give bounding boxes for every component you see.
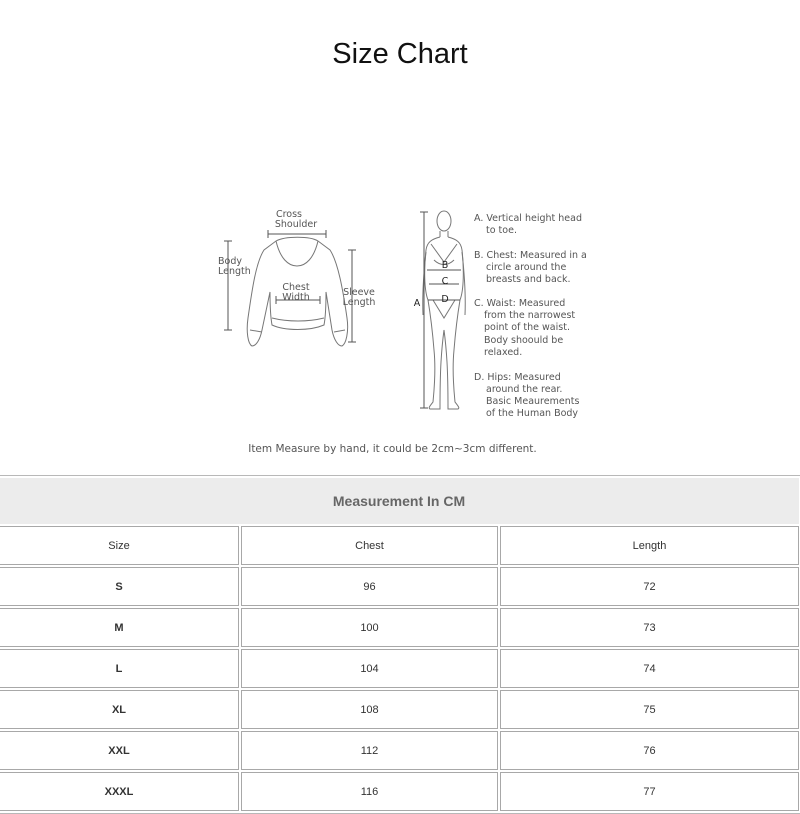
table-row	[0, 567, 799, 606]
length-cell: 73	[500, 608, 799, 647]
size-cell: S	[0, 567, 239, 606]
size-cell: XXXL	[0, 772, 239, 811]
marker-a: A	[413, 298, 421, 309]
marker-d: D	[441, 294, 449, 305]
sleeve-length-label-2: Length	[342, 297, 376, 308]
body-length-label-2: Length	[218, 266, 251, 277]
size-cell: M	[0, 608, 239, 647]
table-row	[0, 690, 799, 729]
instruction-a-line-1: A. Vertical height head	[474, 213, 582, 224]
size-cell: XL	[0, 690, 239, 729]
table-row	[0, 731, 799, 770]
header-size: Size	[0, 526, 239, 565]
size-cell: L	[0, 649, 239, 688]
measurement-instructions	[474, 213, 587, 419]
page-title: Size Chart	[332, 38, 468, 70]
chest-cell: 116	[241, 772, 498, 811]
chest-cell: 104	[241, 649, 498, 688]
instruction-b-line-1: B. Chest: Measured in a	[474, 250, 587, 261]
chest-width-label-2: Width	[282, 292, 310, 303]
chest-cell: 112	[241, 731, 498, 770]
instruction-b-line-2: circle around the	[486, 262, 567, 273]
instruction-a-line-2: to toe.	[486, 225, 517, 236]
size-cell: XXL	[0, 731, 239, 770]
instruction-d-line-4: of the Human Body	[486, 408, 579, 419]
length-cell: 74	[500, 649, 799, 688]
instruction-c-line-4: Body shoould be	[484, 335, 564, 346]
instruction-d-line-3: Basic Meaurements	[486, 396, 580, 407]
instruction-c-line-1: C. Waist: Measured	[474, 298, 566, 309]
cross-shoulder-label-1: Cross	[275, 209, 303, 220]
instruction-b-line-3: breasts and back.	[486, 274, 571, 285]
length-cell: 77	[500, 772, 799, 811]
table-caption: Measurement In CM	[0, 478, 799, 524]
body-length-label-1: Body	[218, 256, 242, 267]
length-cell: 76	[500, 731, 799, 770]
table-row	[0, 649, 799, 688]
cross-shoulder-label-2: Shoulder	[274, 219, 318, 230]
marker-b: B	[441, 260, 449, 271]
header-length: Length	[500, 526, 799, 565]
chest-cell: 96	[241, 567, 498, 606]
size-table	[0, 475, 800, 814]
sleeve-length-label-1: Sleeve	[343, 287, 375, 298]
instruction-d-line-1: D. Hips: Measured	[474, 372, 561, 383]
length-cell: 72	[500, 567, 799, 606]
human-body-icon	[420, 211, 465, 409]
header-chest: Chest	[241, 526, 498, 565]
length-cell: 75	[500, 690, 799, 729]
instruction-d-line-2: around the rear.	[486, 384, 563, 395]
chest-cell: 100	[241, 608, 498, 647]
size-table-container	[0, 475, 800, 814]
table-row	[0, 772, 799, 811]
instruction-c-line-3: point of the waist.	[484, 322, 570, 333]
measure-note: Item Measure by hand, it could be 2cm~3cm different.	[248, 443, 537, 455]
table-header-row	[0, 526, 799, 565]
chest-width-label-1: Chest	[282, 282, 310, 293]
instruction-c-line-5: relaxed.	[484, 347, 523, 358]
table-row	[0, 608, 799, 647]
chest-cell: 108	[241, 690, 498, 729]
marker-c: C	[441, 276, 449, 287]
instruction-c-line-2: from the narrowest	[484, 310, 576, 321]
